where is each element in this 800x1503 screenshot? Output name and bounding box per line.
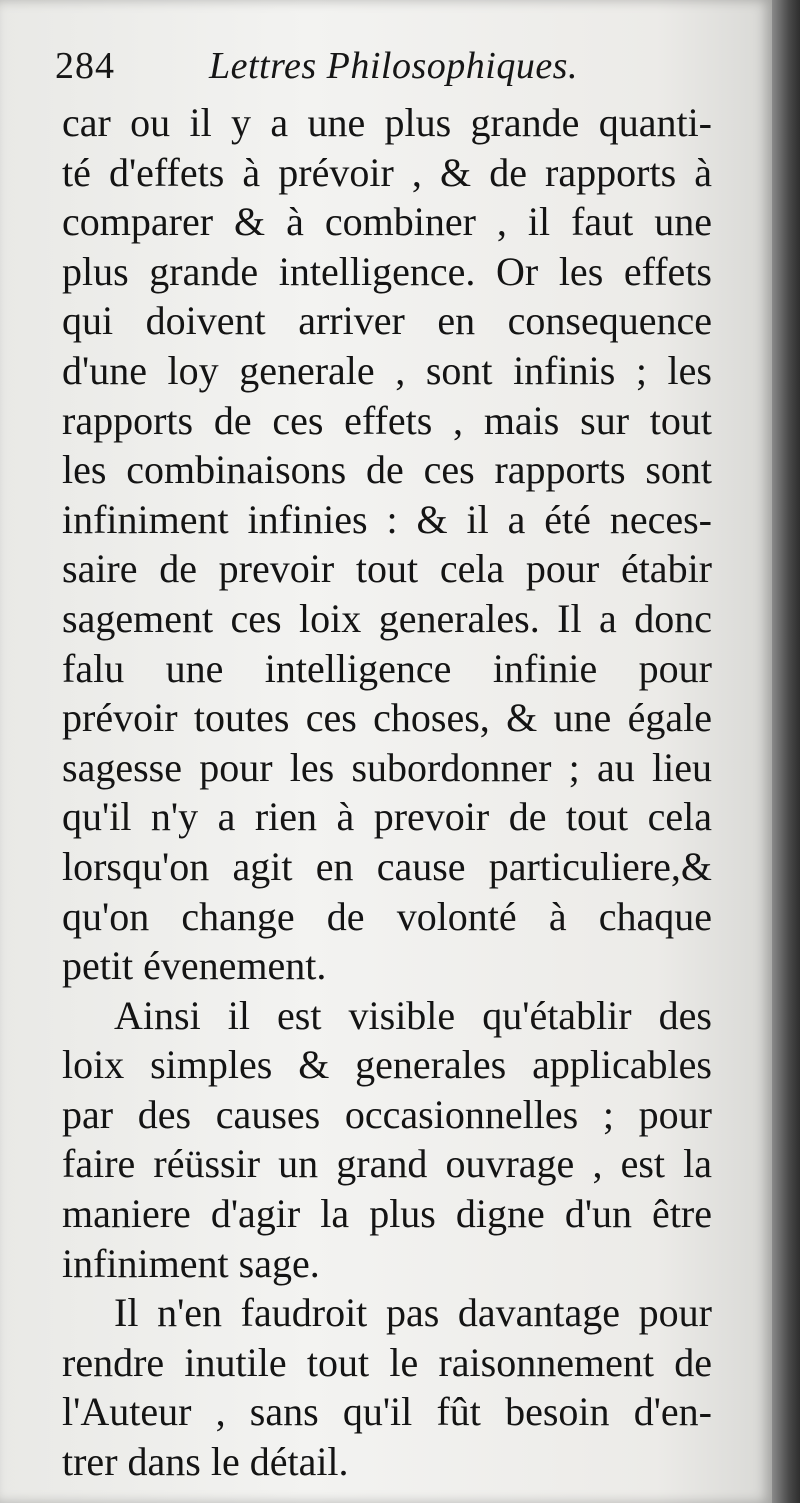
text-line: qu'il n'y a rien à prevoir de tout cela (62, 794, 712, 840)
text-line: sagement ces loix generales. Il a donc (62, 595, 712, 641)
text-line: loix simples & generales applicables (62, 1042, 712, 1088)
text-line: rendre inutile tout le raisonnement de (62, 1339, 712, 1385)
text-line: infiniment infinies : & il a été neces- (62, 496, 712, 542)
text-line: faire réüssir un grand ouvrage , est la (62, 1141, 712, 1187)
text-line: té d'effets à prévoir , & de rapports à (62, 149, 712, 195)
text-line: les combinaisons de ces rapports sont (62, 447, 712, 493)
book-gutter-shadow (772, 0, 800, 1503)
text-line: falu une intelligence infinie pour (62, 645, 712, 691)
text-line: qui doivent arriver en consequence (62, 298, 712, 344)
text-line: prévoir toutes ces choses, & une égale (62, 695, 712, 741)
text-line: saire de prevoir tout cela pour étabir (62, 546, 712, 592)
text-line: qu'on change de volonté à chaque (62, 893, 712, 939)
text-line: rapports de ces effets , mais sur tout (62, 397, 712, 443)
text-line: maniere d'agir la plus digne d'un être (62, 1191, 712, 1237)
running-title: Lettres Philosophiques. (209, 45, 578, 87)
running-head (55, 44, 715, 96)
text-line: sagesse pour les subordonner ; au lieu (62, 744, 712, 790)
text-line: lorsqu'on agit en cause particuliere,& (62, 843, 712, 889)
paragraph-start-line: Il n'en faudroit pas davantage pour (114, 1290, 712, 1336)
page-number: 284 (55, 45, 115, 87)
paragraph-start-line: Ainsi il est visible qu'établir des (114, 992, 712, 1038)
text-line: car ou il y a une plus grande quanti- (62, 100, 712, 145)
text-line: l'Auteur , sans qu'il fût besoin d'en- (62, 1389, 712, 1435)
text-line: par des causes occasionnelles ; pour (62, 1091, 712, 1137)
paragraph-end-line: infiniment sage. (62, 1240, 320, 1286)
text-line: d'une loy generale , sont infinis ; les (62, 347, 712, 393)
paragraph-end-line: trer dans le détail. (62, 1439, 349, 1485)
text-line: plus grande intelligence. Or les effets (62, 248, 712, 294)
paragraph-end-line: petit évenement. (62, 943, 327, 989)
body-text (62, 98, 712, 1487)
text-line: comparer & à combiner , il faut une (62, 199, 712, 245)
